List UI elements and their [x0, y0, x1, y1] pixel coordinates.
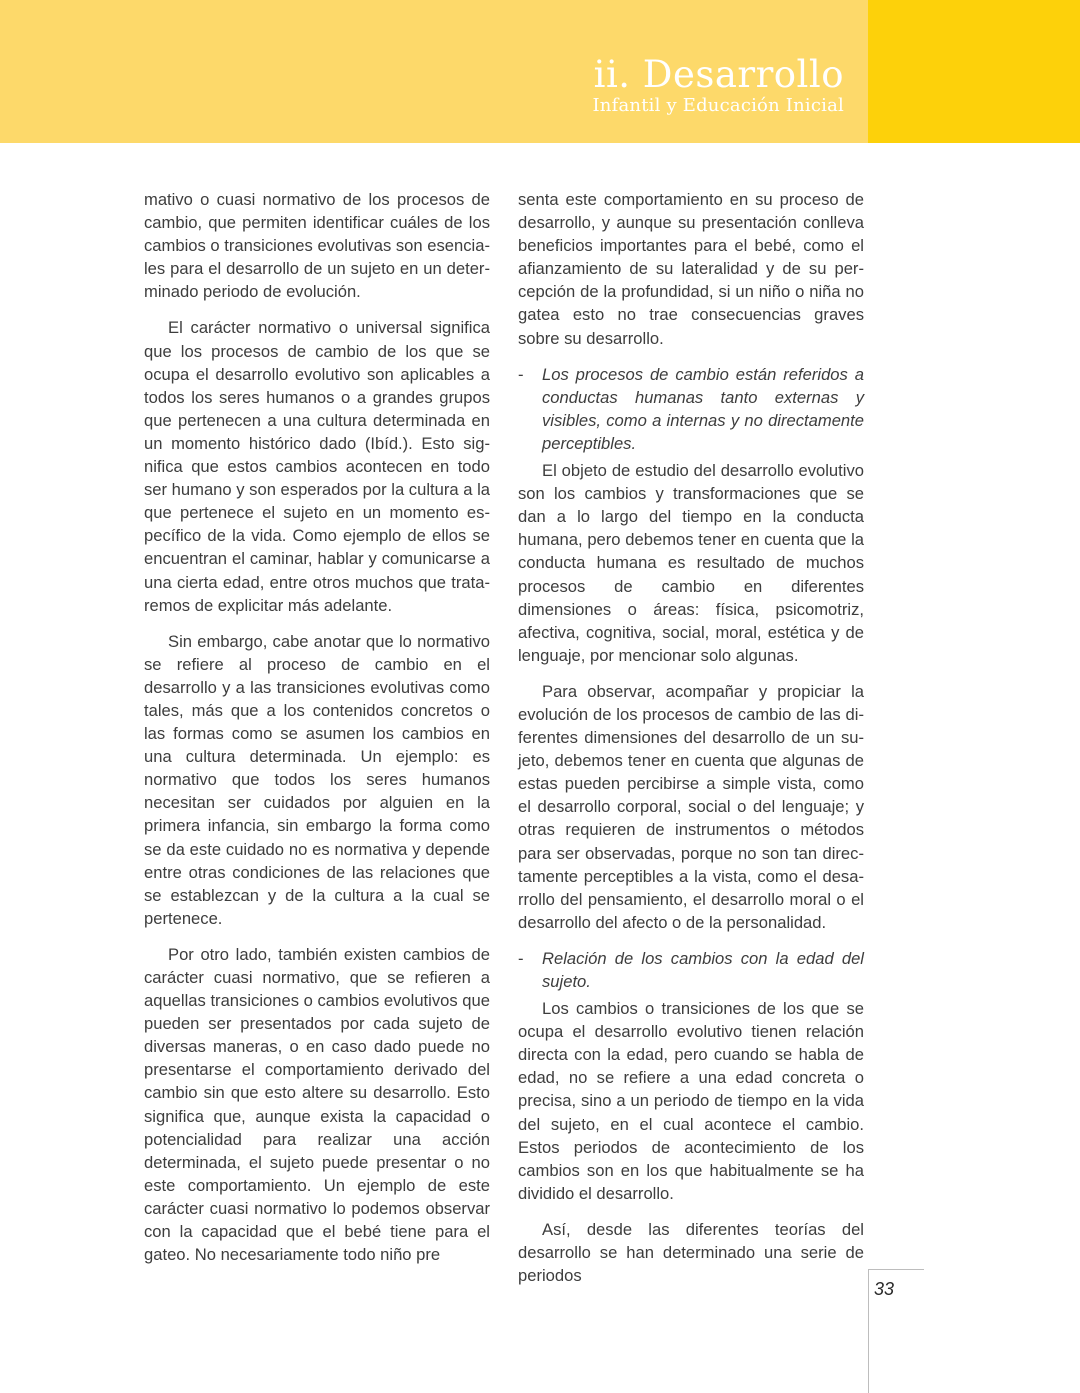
bullet-dash: -	[518, 948, 524, 968]
paragraph: Por otro lado, también existen cambios de carácter cuasi normativo, que se refieren a aquellas transiciones o cambios evolutivos que pueden ser presentados por cada sujeto de diversas maneras, o en caso dado puede no presentarse el comportamiento derivado del cambio sin que esto altere su desarrollo. Esto significa que, aunque exista la capacidad o potencialidad para realizar una acción determinada, el sujeto puede presentar o no este comportamiento. Un ejemplo de este carácter cuasi normativo lo podemos observar con la capacidad que el bebé tiene para el gateo. No necesariamente todo niño pre	[144, 944, 490, 1265]
bullet-dash: -	[518, 364, 524, 384]
left-column	[144, 188, 490, 1279]
paragraph: Los cambios o transiciones de los que se ocupa el desarrollo evolutivo tienen relación directa con la edad, pero cuando se habla de edad, no se refiere a una edad concreta o precisa, sino a un periodo de tiempo en la vida del sujeto, en el cual acontece el cambio. Estos periodos de acontecimiento de los cambios son en los que habitualmente se ha dividido el desarrollo.	[518, 999, 864, 1203]
paragraph: El carácter normativo o universal significa que los procesos de cambio de los que se ocupa el desarrollo evolutivo son aplicables a todos los seres humanos o a grandes grupos que pertenecen a una cultura determinada en un momento histórico dado (Ibíd.). Esto significa que estos cambios acontecen en todo ser humano y son esperados por la cultura a la que pertenece el sujeto en un momento específico de la vida. Como ejemplo de ellos se encuentran el caminar, hablar y comunicarse a una cierta edad, entre otros muchos que trataremos de explicitar más adelante.	[144, 318, 490, 615]
paragraph: Para observar, acompañar y propiciar la evolución de los procesos de cambio de las diferentes dimensiones del desarrollo de un sujeto, debemos tener en cuenta que algunas de estas pueden percibirse a simple vista, como el desarrollo corporal, social o del lenguaje; y otras requieren de instrumentos o métodos para ser observadas, porque no son tan directamente perceptibles a la vista, como el desarrollo del pensamiento, el desarrollo moral o el desarrollo del afecto o de la personalidad.	[518, 681, 864, 932]
right-column	[518, 188, 864, 1300]
chapter-title: ii. Desarrollo	[593, 53, 844, 96]
chapter-subtitle: Infantil y Educación Inicial	[592, 95, 844, 116]
list-item-text: Relación de los cambios con la edad del sujeto.	[542, 948, 864, 991]
chapter-header	[592, 53, 845, 116]
paragraph: Así, desde las diferentes teorías del desarrollo se han determinado una serie de periodos	[518, 1219, 864, 1286]
header-accent-block	[868, 0, 1080, 143]
list-item-text: Los procesos de cambio están referidos a conductas humanas tanto externas y visibles, como a internas y no directamente perceptibles.	[542, 364, 864, 453]
paragraph: mativo o cuasi normativo de los procesos de cambio, que permiten identificar cuáles de los cambios o transiciones evolutivas son esenciales para el desarrollo de un sujeto en un determinado periodo de evolución.	[144, 190, 490, 302]
list-item	[518, 947, 864, 993]
paragraph: Sin embargo, cabe anotar que lo normativo se refiere al proceso de cambio en el desarrollo y a las transiciones evolutivas como tales, más que a los contenidos concretos o las formas como se asumen los cambios en una cultura determinada. Un ejemplo: es normativo que todos los seres humanos necesitan ser cuidados por alguien en la primera infancia, sin embargo la forma como se da este cuidado no es normativa y depende entre otras condiciones de las relaciones que se establezcan y de la cultura a la cual se pertenece.	[144, 631, 490, 928]
paragraph: El objeto de estudio del desarrollo evolutivo son los cambios y transformaciones que se dan a lo largo del tiempo en la conducta humana, pero debemos tener en cuenta que la conducta humana es resultado de muchos procesos de cambio en diferentes dimensiones o áreas: física, psicomotriz, afectiva, cognitiva, social, moral, estética y de lenguaje, por mencionar solo algunas.	[518, 461, 864, 665]
list-item	[518, 363, 864, 455]
page-number: 33	[874, 1279, 895, 1299]
paragraph: senta este comportamiento en su proceso de desarrollo, y aunque su presentación conlleva beneficios importantes para el bebé, como el afianzamiento de su lateralidad y de su percepción de la profundidad, si un niño o niña no gatea esto no trae consecuencias graves sobre su desarrollo.	[518, 190, 864, 348]
